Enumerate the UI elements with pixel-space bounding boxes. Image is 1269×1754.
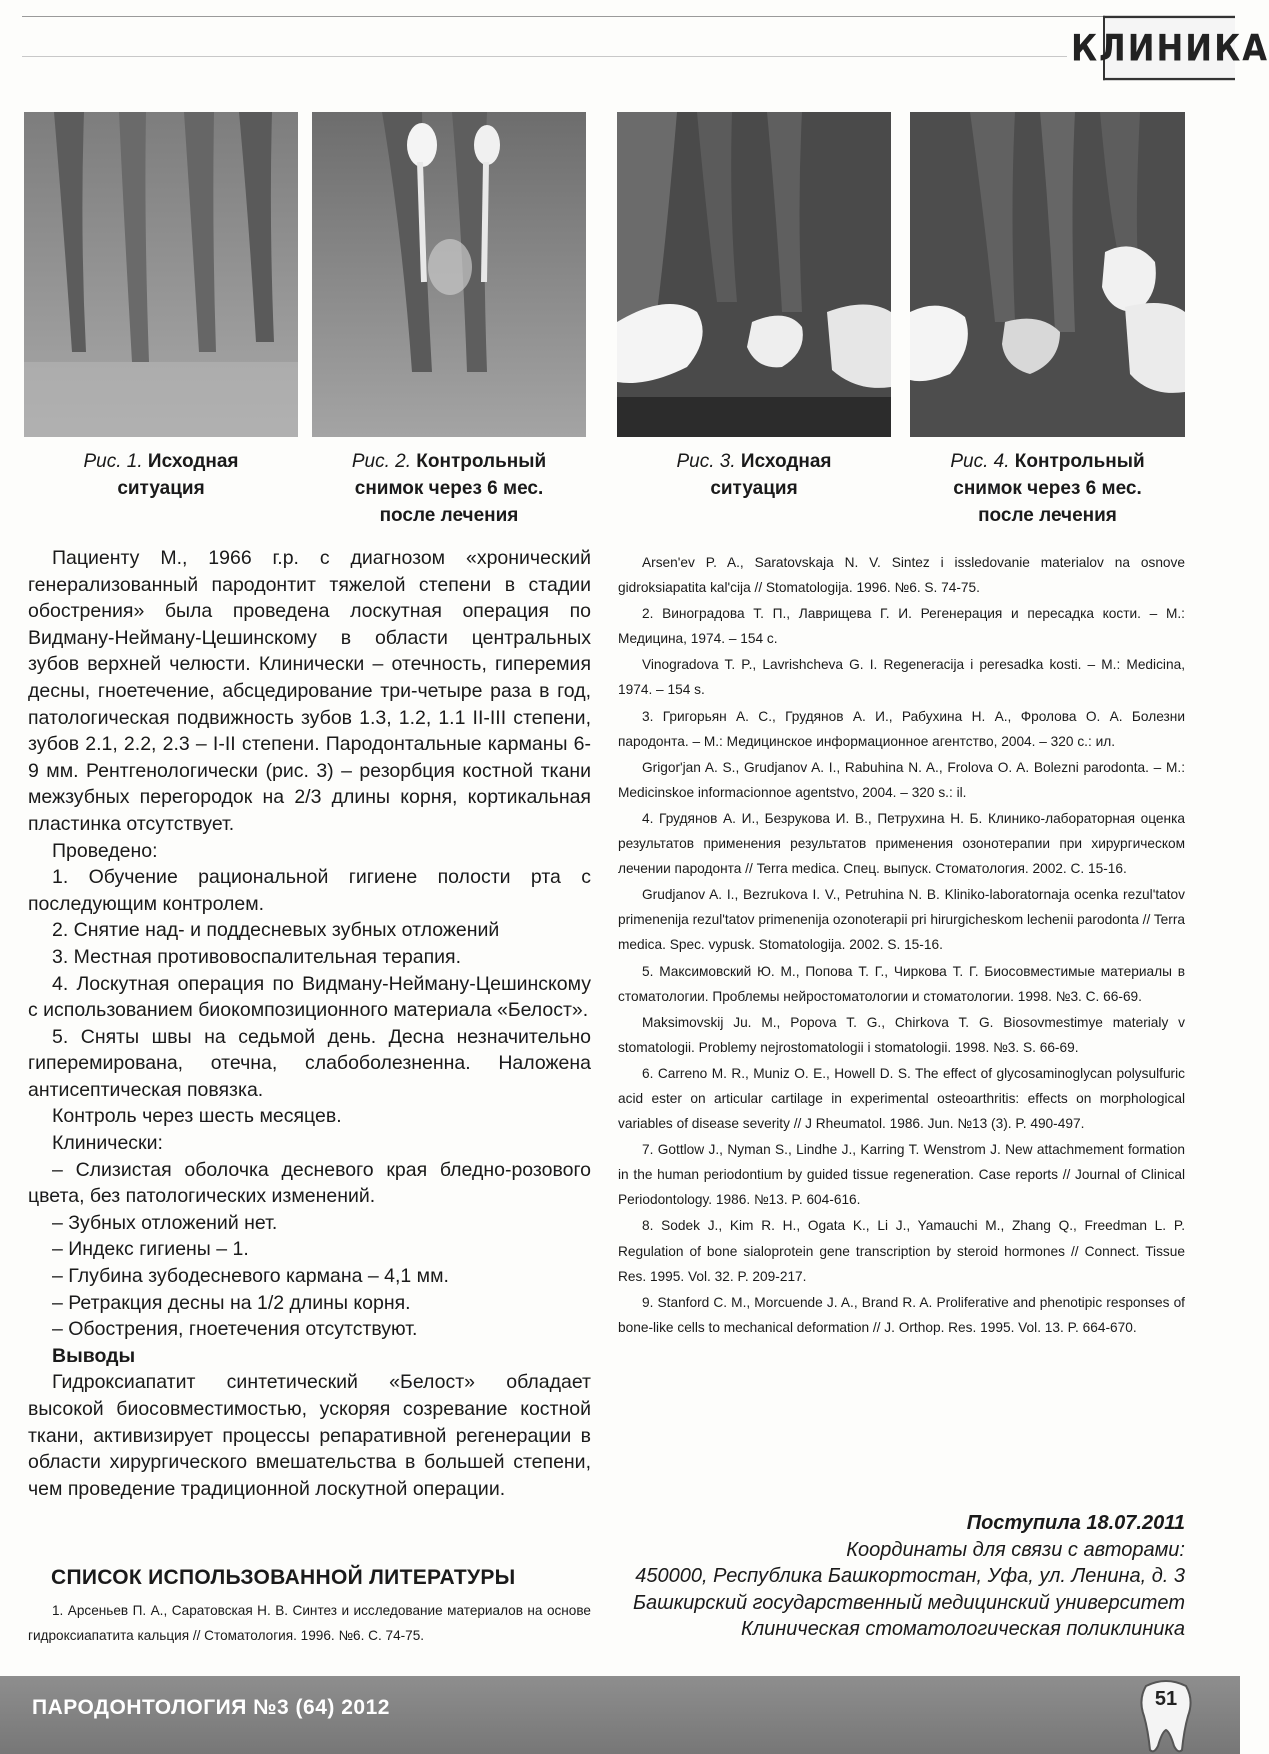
- reference-item: 4. Грудянов А. И., Безрукова И. В., Петрухина Н. Б. Клинико-лабораторная оценка результатов применения результатов применения озонотерапии при хирургическом лечении пародонта // Terra medica. Спец. выпуск. Стоматология. 2002. С. 15-16.: [618, 810, 1185, 877]
- conclusions-heading: Выводы: [52, 1344, 136, 1367]
- conclusions-text: Гидроксиапатит синтетический «Белост» обладает высокой биосовместимостью, ускоряя созревание костной ткани, активизирует процессы репаративной регенерации в области хирургического вмешательства в большей степени, чем проведение традиционной лоскутной операции.: [28, 1371, 591, 1500]
- header-rule-secondary: [22, 56, 1067, 57]
- figure-caption-2: Рис. 2. Контрольный снимок через 6 мес. после лечения: [351, 451, 547, 526]
- finding-item: – Индекс гигиены – 1.: [52, 1238, 249, 1261]
- case-intro: Пациенту М., 1966 г.р. с диагнозом «хронический генерализованный пародонтит тяжелой степени в стадии обострения» была проведена лоскутная операция по Видману-Нейману-Цешинскому в области центральных зубов верхней челюсти. Клинически – отечность, гиперемия десны, гноетечение, абсцедирование три-четыре раза в год, патологическая подвижность зубов 1.3, 1.2, 1.1 II-III степени, зубов 2.1, 2.2, 2.3 – I-II степени. Пародонтальные карманы 6-9 мм. Рентгенологически (рис. 3) – резорбция костной ткани межзубных перегородок на 2/3 длины корня, кортикальная пластинка отсутствует.: [28, 547, 591, 835]
- procedure-label: Проведено:: [52, 839, 158, 862]
- reference-item: Arsen'ev P. A., Saratovskaja N. V. Sintez i issledovanie materialov na osnove gidroksiapatita kal'cija // Stomatologija. 1996. №6. S. 74-75.: [618, 555, 1185, 596]
- procedure-step: 3. Местная противовоспалительная терапия.: [52, 945, 462, 968]
- control-note: Контроль через шесть месяцев.: [52, 1105, 342, 1128]
- reference-item: 5. Максимовский Ю. М., Попова Т. Г., Чиркова Т. Г. Биосовместимые материалы в стоматологии. Проблемы нейростоматологии и стоматологии. 1998. №3. С. 66-69.: [618, 963, 1185, 1004]
- contact-line: Клиническая стоматологическая поликлиника: [741, 1618, 1185, 1640]
- xray-figure-2: [312, 112, 586, 437]
- reference-item: 7. Gottlow J., Nyman S., Lindhe J., Karring T. Wenstrom J. New attachmement formation in the human periodontium by guided tissue regeneration. Case reports // Journal of Clinical Periodontology. 1986. №13. P. 604-616.: [618, 1142, 1185, 1208]
- article-body: [28, 545, 591, 1502]
- reference-item: Grudjanov A. I., Bezrukova I. V., Petruhina N. B. Kliniko-laboratornaja ocenka rezul'tatov primenenija rezul'tatov primenenija ozonoterapii pri hirurgicheskom lechenii parodonta // Terra medica. Spec. vypusk. Stomatologija. 2002. S. 15-16.: [618, 887, 1185, 953]
- xray-figure-3: [617, 112, 891, 437]
- reference-item: 2. Виноградова Т. П., Лаврищева Г. И. Регенерация и пересадка кости. – М.: Медицина, 1974. – 154 с.: [618, 606, 1185, 647]
- finding-item: – Зубных отложений нет.: [52, 1211, 278, 1234]
- reference-item: Maksimovskij Ju. M., Popova T. G., Chirkova T. G. Biosovmestimye materialy v stomatologii. Problemy nejrostomatologii i stomatologii. 1998. №3. S. 66-69.: [618, 1014, 1185, 1055]
- xray-figure-4: [910, 112, 1185, 437]
- journal-title: ПАРОДОНТОЛОГИЯ №3 (64) 2012: [32, 1696, 390, 1719]
- reference-item: 9. Stanford C. M., Morcuende J. A., Brand R. A. Proliferative and phenotipic responses of bone-like cells to mechanical deformation // J. Orthop. Res. 1995. Vol. 13. P. 664-670.: [618, 1294, 1185, 1335]
- reference-item: 8. Sodek J., Kim R. H., Ogata K., Li J., Yamauchi M., Zhang Q., Freedman L. P. Regulation of bone sialoprotein gene transcription by steroid hormones // Connect. Tissue Res. 1995. Vol. 32. P. 209-217.: [618, 1218, 1185, 1284]
- finding-item: – Глубина зубодесневого кармана – 4,1 мм.: [52, 1265, 449, 1288]
- finding-item: – Обострения, гноетечения отсутствуют.: [52, 1318, 418, 1341]
- reference-item: Vinogradova T. P., Lavrishcheva G. I. Regeneracija i peresadka kosti. – M.: Medicina, 1974. – 154 s.: [618, 657, 1185, 698]
- reference-item: 3. Григорьян А. С., Грудянов А. И., Рабухина Н. А., Фролова О. А. Болезни пародонта. – М.: Медицинское информационное агентство, 2004. – 320 с.: ил.: [618, 708, 1185, 749]
- section-tag: КЛИНИКА: [1103, 16, 1235, 80]
- figure-caption-1: Рис. 1. Исходная ситуация: [83, 451, 239, 499]
- contact-line: 450000, Республика Башкортостан, Уфа, ул. Ленина, д. 3: [635, 1565, 1185, 1587]
- reference-item: Grigor'jan A. S., Grudjanov A. I., Rabuhina N. A., Frolova O. A. Bolezni parodonta. – M.: Medicinskoe informacionnoe agentstvo, 2004. – 320 s.: il.: [618, 759, 1185, 800]
- contact-line: Башкирский государственный медицинский университет: [632, 1591, 1185, 1614]
- contact-line: Координаты для связи с авторами:: [846, 1538, 1185, 1561]
- figure-caption-3: Рис. 3. Исходная ситуация: [676, 451, 832, 499]
- finding-item: – Ретракция десны на 1/2 длины корня.: [52, 1291, 411, 1314]
- reference-item: 6. Carreno M. R., Muniz O. E., Howell D. S. The effect of glycosaminoglycan polysulfuric acid ester on articular cartilage in experimental osteoarthritis: effects on morphological variables of disease severity // J Rheumatol. 1986. Jun. №13 (3). P. 490-497.: [618, 1065, 1185, 1132]
- received-date: Поступила 18.07.2011: [966, 1512, 1185, 1534]
- procedure-step: 1. Обучение рациональной гигиене полости рта с последующим контролем.: [28, 866, 591, 915]
- finding-item: – Слизистая оболочка десневого края бледно-розового цвета, без патологических изменений.: [28, 1158, 591, 1208]
- figure-caption-4: Рис. 4. Контрольный снимок через 6 мес. после лечения: [950, 451, 1145, 526]
- reference-item: 1. Арсеньев П. А., Саратовская Н. В. Синтез и исследование материалов на основе гидроксиапатита кальция // Стоматология. 1996. №6. С. 74-75.: [28, 1603, 591, 1643]
- references-list: [618, 550, 1185, 1341]
- page-number: 51: [1154, 1688, 1178, 1710]
- author-contact: [565, 1510, 1185, 1643]
- header-rule: [22, 16, 1112, 17]
- xray-figure-1: [24, 112, 298, 437]
- procedure-step: 5. Сняты швы на седьмой день. Десна незначительно гиперемирована, отечна, слабоболезненна. Наложена антисептическая повязка.: [28, 1025, 591, 1101]
- references-heading: СПИСОК ИСПОЛЬЗОВАННОЙ ЛИТЕРАТУРЫ: [51, 1566, 516, 1589]
- procedure-step: 2. Снятие над- и поддесневых зубных отложений: [52, 919, 500, 942]
- procedure-step: 4. Лоскутная операция по Видману-Нейману-Цешинскому с использованием биокомпозиционного материала «Белост».: [28, 972, 591, 1022]
- clinical-label: Клинически:: [52, 1132, 163, 1155]
